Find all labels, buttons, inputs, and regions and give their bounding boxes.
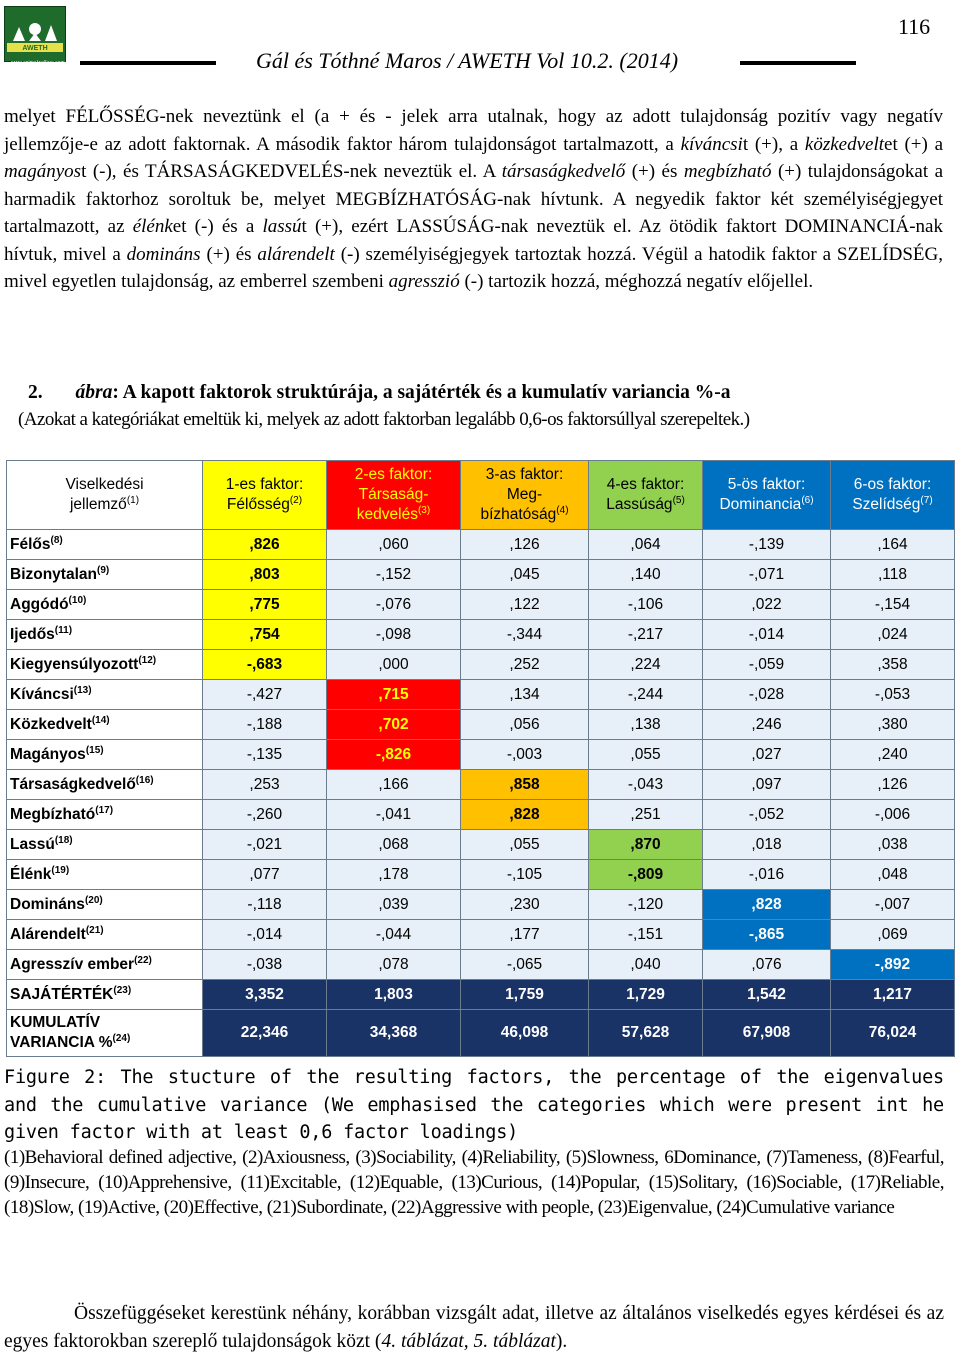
footnote-marker: (14) (91, 714, 110, 726)
footnote-marker: (6) (801, 495, 814, 506)
footnote-marker: (9) (96, 564, 110, 576)
body-italic-term: alárendelt (257, 243, 335, 265)
summary-value: 67,908 (703, 1010, 831, 1057)
loading-value: -,135 (203, 740, 327, 770)
table-row (7, 710, 955, 740)
body-italic-term: közkedvelt (804, 133, 885, 155)
summary-value: 1,803 (327, 980, 461, 1010)
loading-value: ,060 (327, 530, 461, 560)
loading-value: -,053 (831, 680, 955, 710)
loading-value: ,358 (831, 650, 955, 680)
figure-title (28, 382, 928, 404)
loading-value: -,065 (461, 950, 589, 980)
loading-value: -,071 (703, 560, 831, 590)
row-label-text: Agresszív ember (10, 955, 135, 973)
row-label (7, 590, 203, 620)
summary-value: 76,024 (831, 1010, 955, 1057)
highlighted-loading-value: ,858 (461, 770, 589, 800)
loading-value: ,164 (831, 530, 955, 560)
loading-value: -,427 (203, 680, 327, 710)
row-label (7, 620, 203, 650)
final-text-run: Összefüggéseket kerestünk néhány, korábban vizsgált adat, illetve az általános viselkedés egyes kérdései és az egyes faktorokban szereplő tulajdonságok közt ( (4, 1303, 944, 1352)
highlighted-loading-value: ,754 (203, 620, 327, 650)
footnote-marker: (1) (126, 495, 140, 506)
body-italic-term: társaságkedvelő (501, 161, 626, 182)
highlighted-loading-value: -,809 (589, 860, 703, 890)
body-italic-term: agresszió (388, 271, 460, 292)
loading-value: -,006 (831, 800, 955, 830)
factor-number-label: 3-as faktor: (485, 466, 564, 483)
body-italic-term: élénk (132, 216, 173, 237)
footnote-marker: (24) (112, 1033, 131, 1044)
highlighted-loading-value: -,865 (703, 920, 831, 950)
loading-value: ,253 (203, 770, 327, 800)
body-text-run: (+) tulajdonságokat a harmadik faktorhoz soroltuk be, melyet MEGBÍZHATÓSÁG-nak hívtunk. A negyedik faktor két személyiségjegyet tartalmazott, az (4, 161, 943, 237)
loading-value: ,118 (831, 560, 955, 590)
loading-value: ,022 (703, 590, 831, 620)
loading-value: ,380 (831, 710, 955, 740)
final-text-run: ). (555, 1330, 568, 1352)
footnote-marker: (13) (73, 684, 92, 696)
loading-value: ,040 (589, 950, 703, 980)
logo-url: www.animalwelfare.com.hu (11, 60, 72, 66)
highlighted-loading-value: ,828 (703, 890, 831, 920)
row-label-text: Domináns (10, 895, 85, 913)
svg-text:AWETH: AWETH (22, 45, 48, 52)
row-label (7, 560, 203, 590)
loading-value: ,140 (589, 560, 703, 590)
factor-name-label: kedvelés (356, 506, 418, 523)
body-text-run: (+) és (200, 243, 258, 265)
loading-value: ,126 (461, 530, 589, 560)
loading-value: ,076 (703, 950, 831, 980)
loading-value: -,003 (461, 740, 589, 770)
loading-value: ,027 (703, 740, 831, 770)
loading-value: ,177 (461, 920, 589, 950)
row-label (7, 680, 203, 710)
loading-value: -,344 (461, 620, 589, 650)
final-italic-term: 4. táblázat, 5. táblázat (381, 1330, 556, 1352)
summary-value: 1,729 (589, 980, 703, 1010)
factor-name-label: Szelídség (852, 496, 921, 513)
loading-value: -,021 (203, 830, 327, 860)
footnote-marker: (20) (84, 894, 103, 906)
row-label-text: Kiegyensúlyozott (10, 655, 139, 673)
footnote-marker: (19) (51, 864, 70, 876)
loading-value: ,138 (589, 710, 703, 740)
row-label-text: Ijedős (10, 625, 55, 643)
row-label (7, 800, 203, 830)
loading-value: ,018 (703, 830, 831, 860)
highlighted-loading-value: -,892 (831, 950, 955, 980)
loading-value: ,038 (831, 830, 955, 860)
header-label-line: Viselkedési (65, 476, 144, 493)
summary-value: 34,368 (327, 1010, 461, 1057)
loading-value: -,041 (327, 800, 461, 830)
loading-value: -,098 (327, 620, 461, 650)
row-label-text: Félős (10, 535, 51, 553)
body-text-run: et (-) és a (172, 216, 263, 237)
loading-value: ,252 (461, 650, 589, 680)
loading-value: ,056 (461, 710, 589, 740)
body-paragraph (4, 103, 943, 296)
loading-value: ,251 (589, 800, 703, 830)
table-row (7, 890, 955, 920)
body-italic-term: megbízható (683, 161, 772, 182)
figure-caption-english: Figure 2: The stucture of the resulting factors, the percentage of the eigenvalues and the cumulative variance (We emphasised the categories which were present int he given factor with at least 0,6 factor loadings) (4, 1067, 944, 1143)
footnote-marker: (16) (135, 774, 154, 786)
loading-value: -,118 (203, 890, 327, 920)
summary-row-label (7, 980, 203, 1010)
loading-value: ,097 (703, 770, 831, 800)
row-label (7, 710, 203, 740)
loading-value: -,152 (327, 560, 461, 590)
figure-subtitle: (Azokat a kategóriákat emeltük ki, melyek az adott faktorban legalább 0,6-os faktorsúllyal szerepeltek.) (18, 409, 750, 430)
footnote-marker: (3) (417, 505, 431, 516)
table-row (7, 860, 955, 890)
footnote-marker: (11) (54, 624, 73, 636)
highlighted-loading-value: ,803 (203, 560, 327, 590)
header-rule-right (740, 61, 856, 65)
loading-value: ,039 (327, 890, 461, 920)
row-label-text: Bizonytalan (10, 565, 97, 583)
body-italic-term: lassú (262, 216, 302, 237)
factor-name-label: Társaság- (358, 486, 429, 503)
footnote-marker: (17) (95, 804, 114, 816)
summary-value: 46,098 (461, 1010, 589, 1057)
highlighted-loading-value: ,702 (327, 710, 461, 740)
row-label (7, 770, 203, 800)
row-label (7, 740, 203, 770)
row-label-text: Kíváncsi (10, 685, 74, 703)
table-row (7, 950, 955, 980)
row-label-text: Aggódó (10, 595, 69, 613)
page-number: 116 (898, 14, 931, 39)
summary-value: 1,759 (461, 980, 589, 1010)
row-label-text: Társaságkedvelő (10, 775, 136, 793)
summary-value: 22,346 (203, 1010, 327, 1057)
header-factor-5 (703, 461, 831, 530)
loading-value: ,178 (327, 860, 461, 890)
loading-value: ,024 (831, 620, 955, 650)
figure-title-text: : A kapott faktorok struktúrája, a sajátérték és a kumulatív variancia %-a (112, 382, 731, 403)
row-label-text: Megbízható (10, 805, 96, 823)
table-row (7, 770, 955, 800)
footnote-marker: (21) (85, 924, 104, 936)
factor-number-label: 2-es faktor: (354, 466, 433, 483)
table-row (7, 680, 955, 710)
footnote-marker: (12) (138, 654, 157, 666)
loading-value: ,055 (461, 830, 589, 860)
loading-value: -,007 (831, 890, 955, 920)
factor-name-label: Meg- (506, 486, 543, 503)
header-factor-1 (203, 461, 327, 530)
footnote-marker: (4) (556, 505, 569, 516)
row-label (7, 950, 203, 980)
factor-name-label: Félősség (226, 496, 290, 513)
summary-value: 57,628 (589, 1010, 703, 1057)
loading-value: ,240 (831, 740, 955, 770)
row-label (7, 890, 203, 920)
row-label-text: Közkedvelt (10, 715, 92, 733)
body-text-run: (-) tartozik hozzá, méghozzá negatív előjellel. (459, 271, 814, 292)
loading-value: -,139 (703, 530, 831, 560)
figure-number: 2. (28, 382, 43, 403)
table-row (7, 920, 955, 950)
figure-label: ábra (75, 382, 113, 403)
loading-value: -,076 (327, 590, 461, 620)
summary-row (7, 980, 955, 1010)
body-italic-term: magányos (4, 161, 82, 182)
animal-silhouettes-icon (5, 7, 65, 61)
factor-number-label: 6-os faktor: (853, 476, 932, 493)
loading-value: ,122 (461, 590, 589, 620)
highlighted-loading-value: ,775 (203, 590, 327, 620)
figure-legend: (1)Behavioral defined adjective, (2)Axiousness, (3)Sociability, (4)Reliability, (5)Slowness, 6Dominance, (7)Tameness, (8)Fearful, (9)Insecure, (10)Apprehensive, (11)Excitable, (12)Equable, (13)Curious, (14)Popular, (15)Solitary, (16)Sociable, (17)Reliable, (18)Slow, (19)Active, (20)Effective, (21)Subordinate, (22)Aggressive with people, (23)Eigenvalue, (24)Cumulative variance (4, 1147, 944, 1218)
body-text-run: t (+), a (742, 133, 805, 155)
row-label-text: VARIANCIA % (10, 1034, 113, 1051)
summary-value: 1,217 (831, 980, 955, 1010)
summary-row-label (7, 1010, 203, 1057)
running-head: Gál és Tóthné Maros / AWETH Vol 10.2. (2014) (256, 48, 679, 73)
loading-value: -,188 (203, 710, 327, 740)
loading-value: ,077 (203, 860, 327, 890)
loading-value: -,059 (703, 650, 831, 680)
loading-value: ,055 (589, 740, 703, 770)
header-factor-6 (831, 461, 955, 530)
body-text-paragraph (4, 103, 943, 296)
footnote-marker: (2) (289, 495, 303, 506)
loading-value: -,044 (327, 920, 461, 950)
loading-value: ,166 (327, 770, 461, 800)
loading-value: ,224 (589, 650, 703, 680)
journal-logo (4, 6, 72, 66)
loading-value: -,014 (703, 620, 831, 650)
loading-value: ,230 (461, 890, 589, 920)
factor-number-label: 5-ös faktor: (727, 476, 806, 493)
body-text-run: t (+), ezért LASSÚSÁG-nak neveztük el. Az ötödik faktort DOMINANCIÁ-nak hívtuk, mivel a (4, 216, 943, 265)
body-text-run: t (-), és TÁRSASÁGKEDVELÉS-nek neveztük el. A (81, 161, 502, 182)
loading-value: -,028 (703, 680, 831, 710)
factor-name-label: Dominancia (719, 496, 802, 513)
table-row (7, 830, 955, 860)
loading-value: -,120 (589, 890, 703, 920)
row-label-text: Lassú (10, 835, 55, 853)
factor-name-label: Lassúság (606, 496, 673, 513)
header-behavior-label (7, 461, 203, 530)
table-row (7, 800, 955, 830)
highlighted-loading-value: ,715 (327, 680, 461, 710)
header-factor-2 (327, 461, 461, 530)
body-text-run: (-) személyiségjegyek tartoztak hozzá. Végül a hatodik faktor a SZELÍDSÉG, mivel egyetlen tulajdonság, az emberrel szembeni (4, 243, 943, 292)
loading-value: ,246 (703, 710, 831, 740)
loading-value: ,000 (327, 650, 461, 680)
table-row (7, 650, 955, 680)
row-label-text: SAJÁTÉRTÉK (10, 985, 114, 1003)
highlighted-loading-value: ,870 (589, 830, 703, 860)
footnote-marker: (5) (672, 495, 685, 506)
body-italic-term: kíváncsi (680, 133, 743, 155)
loading-value: -,154 (831, 590, 955, 620)
loading-value: -,151 (589, 920, 703, 950)
row-label (7, 650, 203, 680)
factor-name-label: bízhatóság (480, 506, 557, 523)
footnote-marker: (18) (54, 834, 73, 846)
body-italic-term: domináns (126, 243, 201, 265)
row-label-text: Alárendelt (10, 925, 86, 943)
row-label (7, 860, 203, 890)
table-row (7, 740, 955, 770)
loading-value: -,260 (203, 800, 327, 830)
table-row (7, 620, 955, 650)
loading-value: ,068 (327, 830, 461, 860)
loading-value: ,064 (589, 530, 703, 560)
loading-value: -,106 (589, 590, 703, 620)
highlighted-loading-value: ,826 (203, 530, 327, 560)
table-row (7, 560, 955, 590)
summary-value: 1,542 (703, 980, 831, 1010)
loading-value: ,126 (831, 770, 955, 800)
body-text-run: et (+) a (884, 133, 943, 155)
highlighted-loading-value: -,826 (327, 740, 461, 770)
factor-table (6, 460, 955, 1057)
loading-value: -,217 (589, 620, 703, 650)
row-label (7, 920, 203, 950)
header-factor-3 (461, 461, 589, 530)
footnote-marker: (8) (50, 534, 63, 546)
loading-value: -,043 (589, 770, 703, 800)
highlighted-loading-value: ,828 (461, 800, 589, 830)
header-label-line: jellemző (69, 496, 127, 513)
loading-value: -,105 (461, 860, 589, 890)
body-text-run: melyet FÉLŐSSÉG-nek neveztünk el (a + és - jelek arra utalnak, hogy az adott tulajdonság pozitív vagy negatív jellemzője-e az adott faktornak. A második faktor három tulajdonságot tartalmazott, a (4, 106, 943, 155)
header-rule-left (80, 61, 216, 65)
footnote-marker: (22) (134, 954, 152, 966)
factor-number-label: 1-es faktor: (225, 476, 304, 493)
row-label-text: Élénk (10, 865, 52, 883)
summary-value: 3,352 (203, 980, 327, 1010)
footnote-marker: (7) (920, 495, 933, 506)
loading-value: ,134 (461, 680, 589, 710)
loading-value: -,038 (203, 950, 327, 980)
footnote-marker: (15) (85, 744, 104, 756)
final-paragraph (4, 1300, 944, 1355)
loading-value: ,048 (831, 860, 955, 890)
body-text-run: (+) és (625, 161, 684, 182)
loading-value: -,016 (703, 860, 831, 890)
factor-number-label: 4-es faktor: (606, 476, 685, 493)
row-label (7, 530, 203, 560)
highlighted-loading-value: -,683 (203, 650, 327, 680)
loading-value: -,052 (703, 800, 831, 830)
footnote-marker: (10) (68, 594, 87, 606)
table-row (7, 530, 955, 560)
table-row (7, 590, 955, 620)
loading-value: ,045 (461, 560, 589, 590)
table-header-row (7, 461, 955, 530)
loading-value: ,069 (831, 920, 955, 950)
row-label-text: KUMULATÍV (10, 1014, 101, 1031)
table-body (7, 530, 955, 1057)
row-label-text: Magányos (10, 745, 86, 763)
row-label (7, 830, 203, 860)
footnote-marker: (23) (113, 984, 132, 996)
summary-row (7, 1010, 955, 1057)
loading-value: -,014 (203, 920, 327, 950)
loading-value: ,078 (327, 950, 461, 980)
loading-value: -,244 (589, 680, 703, 710)
header-factor-4 (589, 461, 703, 530)
